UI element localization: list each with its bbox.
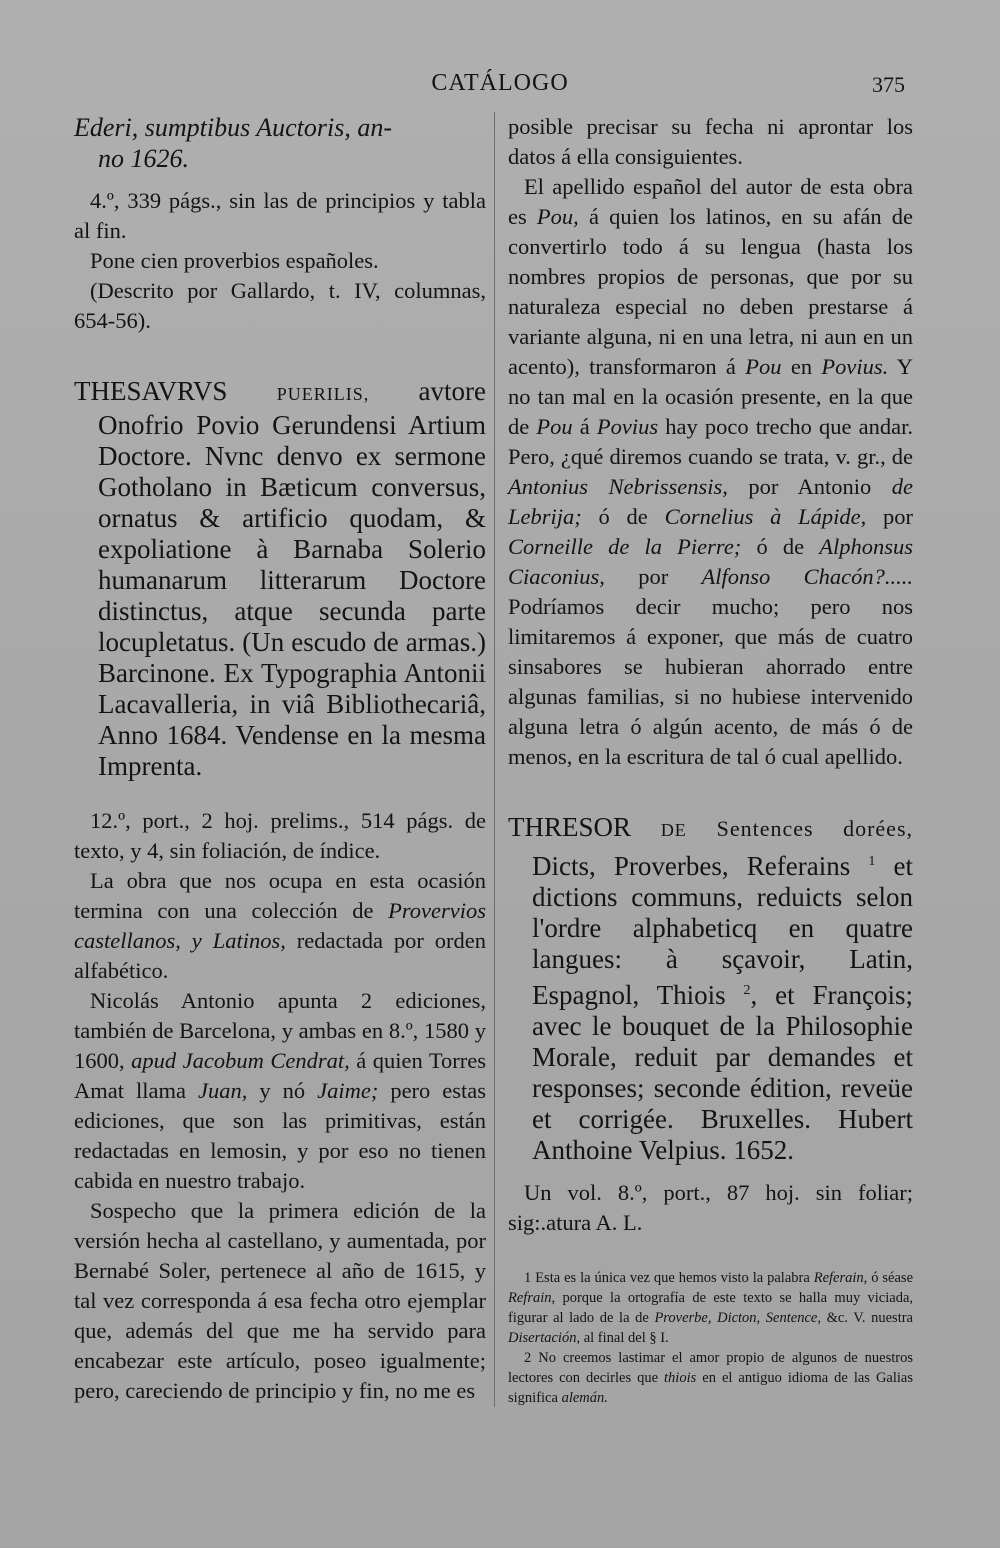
book-description: Un vol. 8.º, port., 87 hoj. sin foliar; sig:.atura A. L. [508, 1180, 913, 1235]
left-column [74, 112, 486, 1406]
imprint-line: Ederi, sumptibus Auctoris, an- no 1626. [74, 113, 393, 173]
book-reference: (Descrito por Gallardo, t. IV, columnas, 654-56). [74, 278, 486, 333]
catalog-entry-thesavrus: THESAVRVS PUERILIS, avtore Onofrio Povio Gerundensi Artium Doctore. Nvnc denvo ex sermone Gotholano in Bæticum conversus, ornatus & artificio quodam, & expoliatione à Barnaba Solerio humanarum litterarum Doctore distinctus, atque secunda parte locupletatus. (Un escudo de armas.) Barcinone. Ex Typographia Antonii Lacavalleria, in viâ Bibliothecariâ, Anno 1684. Vendense en la mesma Imprenta. [74, 376, 486, 781]
paragraph: Nicolás Antonio apunta 2 ediciones, también de Barcelona, y ambas en 8.º, 1580 y 1600, apud Jacobum Cendrat, á quien Torres Amat llama Juan, y nó Jaime; pero estas ediciones, que son las primitivas, están redactadas en lemosin, y por eso no tienen cabida en nuestro trabajo. [74, 988, 487, 1193]
paragraph: Sospecho que la primera edición de la versión hecha al castellano, y aumentada, por Bernabé Soler, pertenece al año de 1615, y tal vez corresponda á esa fecha otro ejemplar que, además del que me ha servido para encabezar este artículo, poseo igualmente; pero, careciendo de principio y fin, no me es [74, 1198, 486, 1403]
book-description: 12.º, port., 2 hoj. prelims., 514 págs. de texto, y 4, sin foliación, de índice. [74, 808, 486, 863]
page-number: 375 [872, 72, 905, 97]
footnote-2: 2 No creemos lastimar el amor propio de algunos de nuestros lectores con decirles que thiois en el antiguo idioma de las Galias significa alemán. [508, 1350, 913, 1406]
footnote-ref: 2 [743, 983, 751, 998]
column-divider [494, 112, 495, 1407]
footnote-ref: 1 [868, 854, 876, 869]
paragraph: El apellido español del autor de esta obra es Pou, á quien los latinos, en su afán de convertirlo todo á su lengua (hasta los nombres propios de personas, que por su naturaleza especial no deben prestarse á variante alguna, ni en una letra, ni aun en un acento), transformaron á Pou en Povius. Y no tan mal en la ocasión presente, en la que de Pou á Povius hay poco trecho que andar. Pero, ¿qué diremos cuando se trata, v. gr., de Antonius Nebrissensis, por Antonio de Lebrija; ó de Cornelius à Lápide, por Corneille de la Pierre; ó de Alphonsus Ciaconius, por Alfonso Chacón?..... Podríamos decir mucho; pero nos limitaremos á exponer, que más de cuatro sinsabores se hubieran ahorrado entre algunas familias, si no hubiese intervenido alguna letra ó algún acento, de más ó de menos, en la escritura de tal ó cual apellido. [508, 174, 914, 769]
paragraph: posible precisar su fecha ni aprontar los datos á ella consiguientes. [508, 114, 913, 169]
paragraph: La obra que nos ocupa en esta ocasión termina con una colección de Provervios castellanos, y Latinos, redactada por orden alfabético. [74, 868, 487, 983]
right-column [508, 112, 913, 1408]
book-note: Pone cien proverbios españoles. [90, 248, 379, 273]
catalog-entry-thresor: THRESOR DE Sentences dorées, Dicts, Proverbes, Referains $^1$ et dictions communs, reduicts selon l'ordre alphabeticq en quatre langues: à sçavoir, Latin, Espagnol, Thiois $^2$, et François; avec le bouquet de la Philosophie Morale, reduit par demandes et responses; seconde édition, reveüe et corrigée. Bruxelles. Hubert Anthoine Velpius. 1652. [508, 812, 914, 1165]
running-header: CATÁLOGO [431, 70, 569, 96]
footnote-1: 1 Esta es la única vez que hemos visto la palabra Referain, ó séase Refrain, porque la ortografía de este texto se halla muy viciada, figurar al lado de la de Proverbe, Dicton, Sentence, &c. V. nuestra Disertación, al final del § I. [508, 1270, 914, 1346]
book-description: 4.º, 339 págs., sin las de principios y tabla al fin. [74, 188, 486, 243]
footnotes [508, 1268, 913, 1408]
